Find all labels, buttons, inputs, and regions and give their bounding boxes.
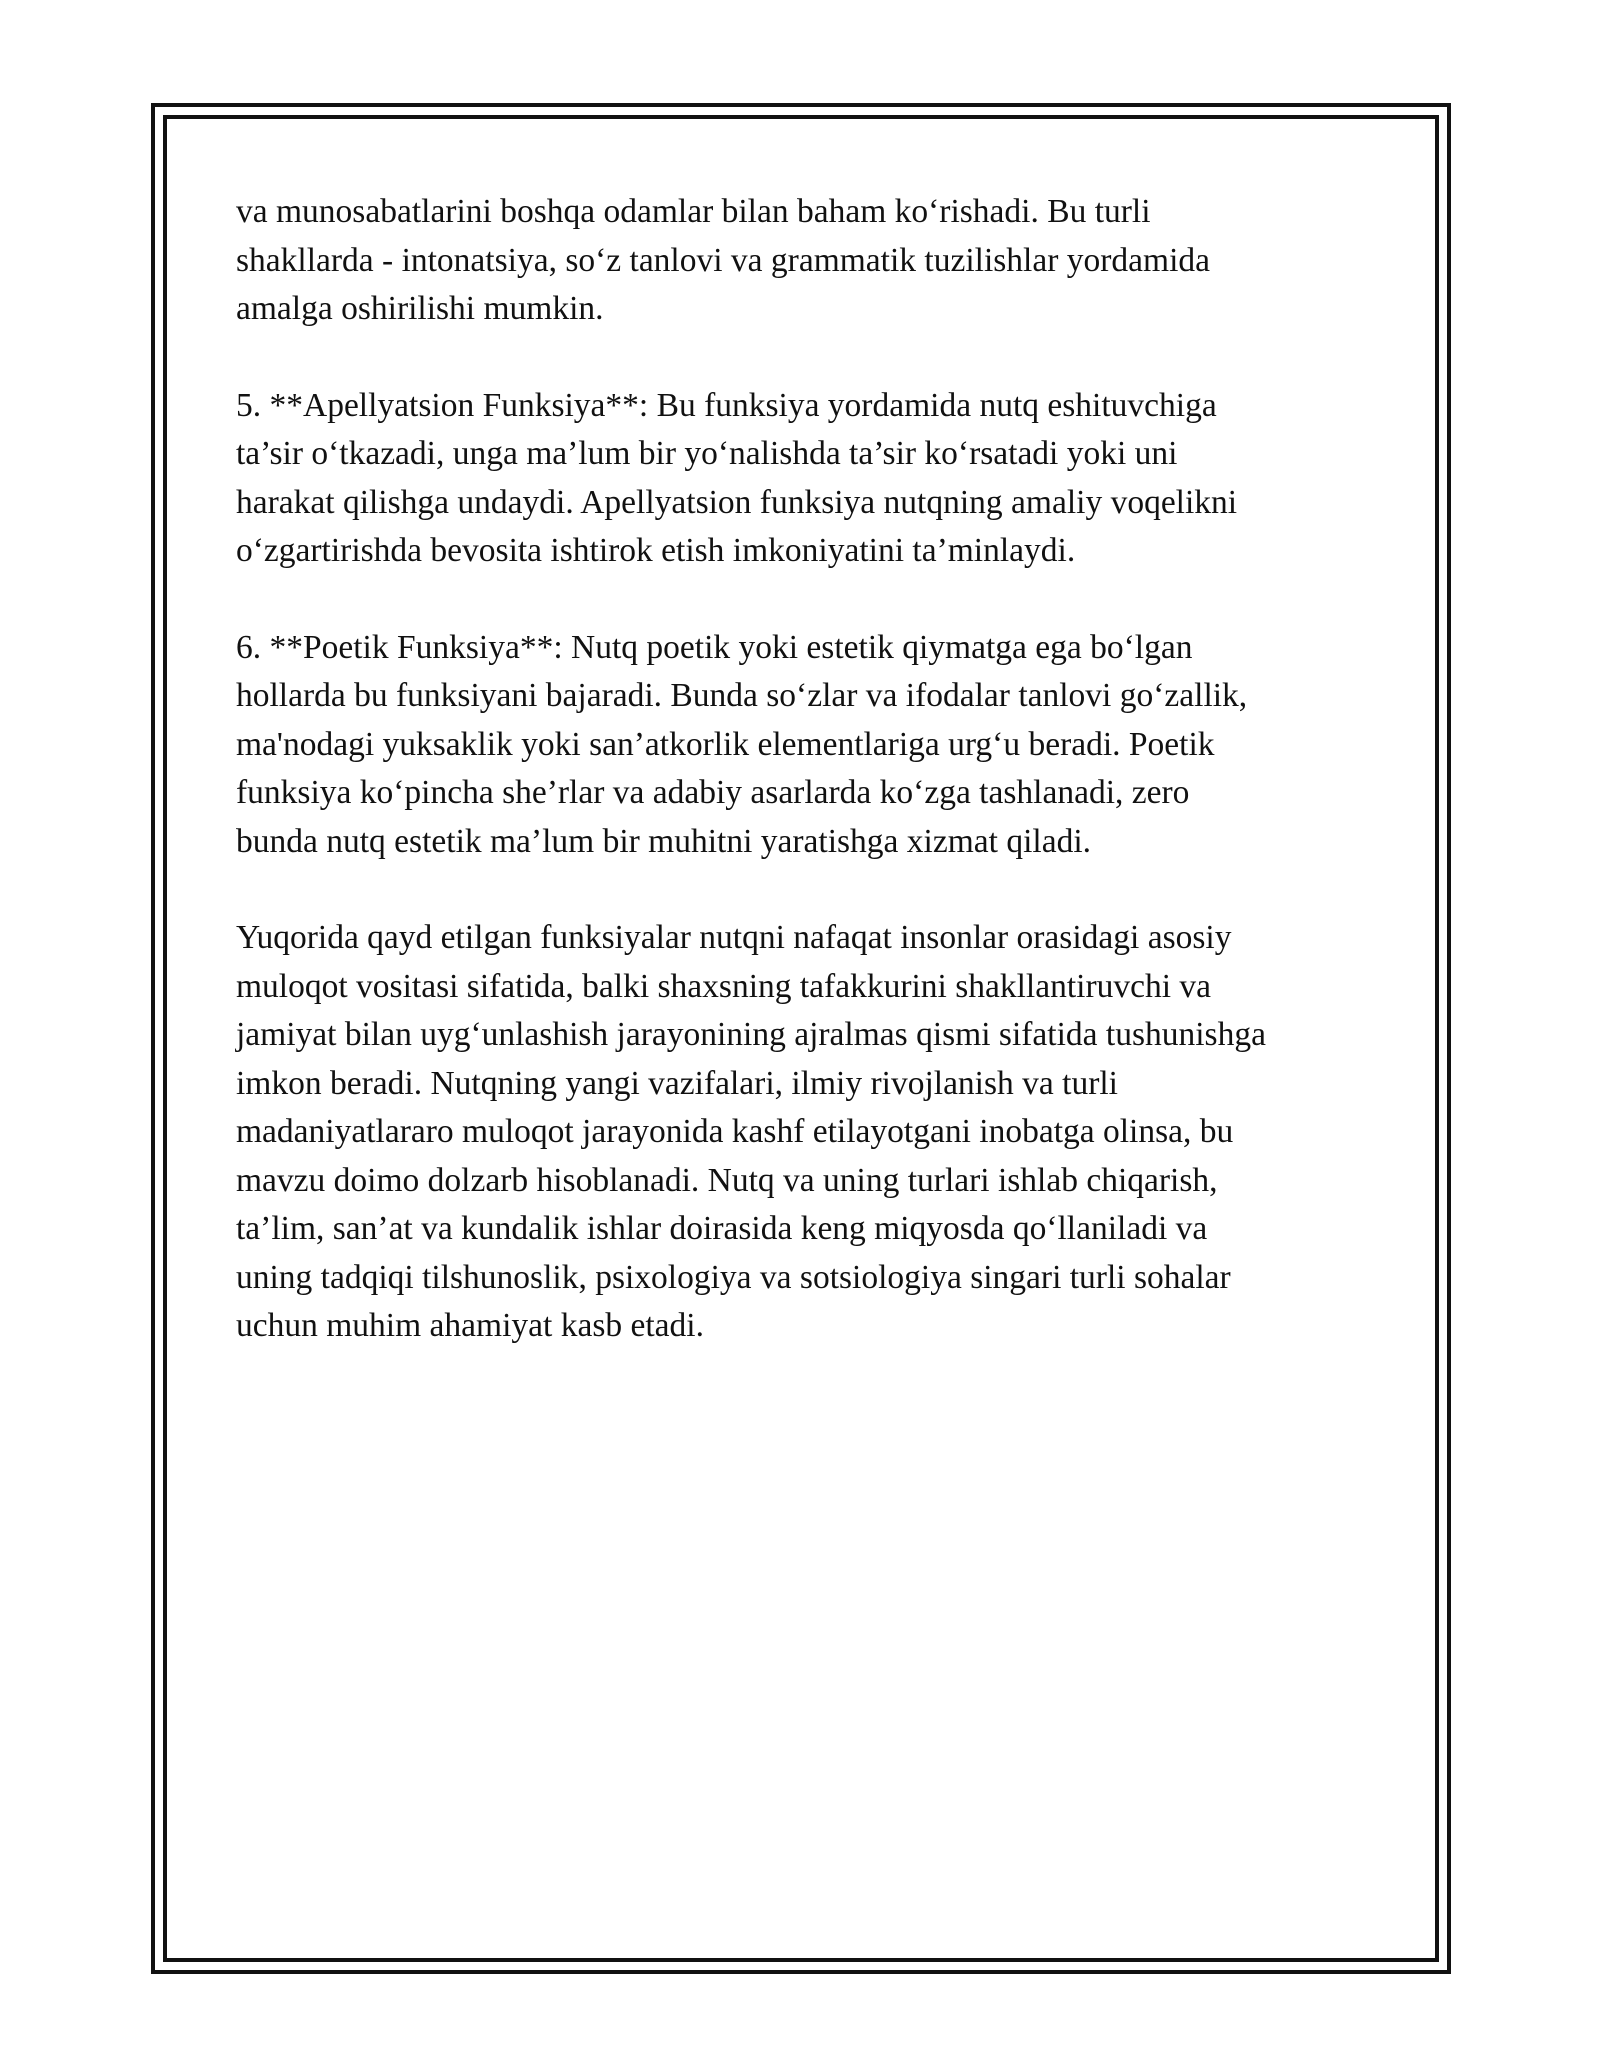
paragraph-intro-continuation: va munosabatlarini boshqa odamlar bilan baham ko‘rishadi. Bu turli shakllarda - intonatsiya, so‘z tanlovi va grammatik tuzilishlar yordamida amalga oshirilishi mumkin.	[236, 193, 1211, 327]
paragraph-appellative-function: 5. **Apellyatsion Funksiya**: Bu funksiya yordamida nutq eshituvchiga ta’sir o‘tkazadi, unga ma’lum bir yo‘nalishda ta’sir ko‘rsatadi yoki uni harakat qilishga undaydi. Apellyatsion funksiya nutqning amaliy voqelikni o‘zgartirishda bevosita ishtirok etish imkoniyatini ta’minlaydi.	[236, 386, 1238, 569]
document-body	[236, 188, 1376, 1399]
paragraph-conclusion: Yuqorida qayd etilgan funksiyalar nutqni nafaqat insonlar orasidagi asosiy muloqot vositasi sifatida, balki shaxsning tafakkurini shakllantiruvchi va jamiyat bilan uyg‘unlashish jarayonining ajralmas qismi sifatida tushunishga imkon beradi. Nutqning yangi vazifalari, ilmiy rivojlanish va turli madaniyatlararo muloqot jarayonida kashf etilayotgani inobatga olinsa, bu mavzu doimo dolzarb hisoblanadi. Nutq va uning turlari ishlab chiqarish, ta’lim, san’at va kundalik ishlar doirasida keng miqyosda qo‘llaniladi va uning tadqiqi tilshunoslik, psixologiya va sotsiologiya singari turli sohalar uchun muhim ahamiyat kasb etadi.	[236, 919, 1266, 1344]
paragraph-poetic-function: 6. **Poetik Funksiya**: Nutq poetik yoki estetik qiymatga ega bo‘lgan hollarda bu funksiyani bajaradi. Bunda so‘zlar va ifodalar tanlovi go‘zallik, ma'nodagi yuksaklik yoki san’atkorlik elementlariga urg‘u beradi. Poetik funksiya ko‘pincha she’rlar va adabiy asarlarda ko‘zga tashlanadi, zero bunda nutq estetik ma’lum bir muhitni yaratishga xizmat qiladi.	[236, 628, 1248, 860]
